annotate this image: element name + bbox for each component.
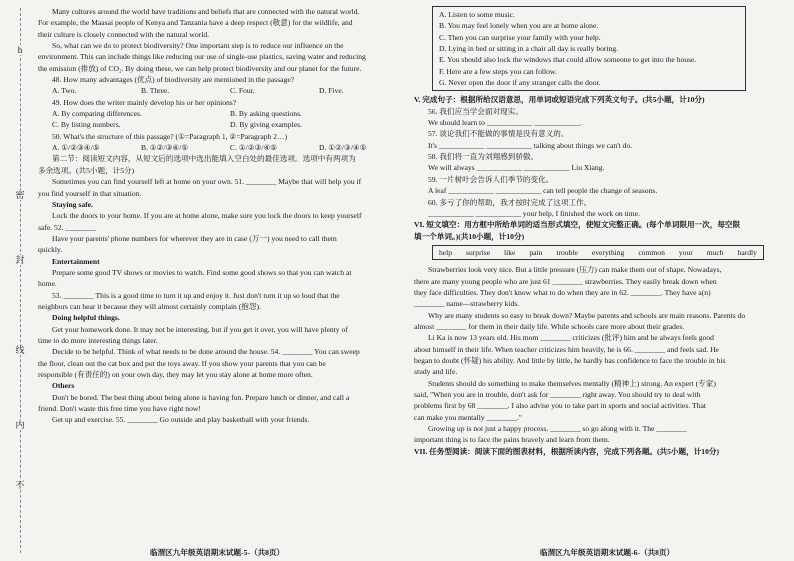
text-line: For example, the Maasai people of Kenya and Tanzania have a deep respect (敬意) for the wildlife, and bbox=[38, 18, 353, 28]
answer-options bbox=[38, 119, 394, 130]
text-line: they face difficulties. They don't know what to do when they are in 62. ________. They have a(n) bbox=[414, 287, 711, 297]
text-line: A leaf ____________ ____________ can tell people the change of seasons. bbox=[428, 186, 658, 196]
option-item: C. Then you can surprise your family with your help. bbox=[439, 32, 601, 42]
text-line: problems first by 68 ________. I also advise you to take part in sports and social activities. That bbox=[414, 401, 706, 411]
answer-option: D. ①②/③/④⑤ bbox=[319, 143, 367, 153]
text-line: responsible (有责任的) on your own day, they may let you stay alone at home more often. bbox=[38, 370, 313, 379]
option-item: A. Listen to some music. bbox=[439, 10, 515, 19]
text-line: 填一个单词。)(共10小题，计10分) bbox=[414, 231, 525, 241]
page-5-column bbox=[38, 6, 394, 426]
text-line: V. 完成句子：根据所给汉语意思，用单词或短语完成下列英文句子。(共5小题，计10分) bbox=[414, 95, 705, 105]
word-bank-item: your bbox=[678, 247, 693, 257]
text-line: 49. How does the writer mainly develop his or her opinions? bbox=[52, 97, 237, 107]
text-line: there are many young people who are just 61 ________ strawberries. They easily break down when bbox=[414, 276, 717, 286]
text-line: Li Ka is now 13 years old. His mom ________ criticizes (批评) him and he always feels good bbox=[428, 333, 714, 343]
text-line: Sometimes you can find yourself left at home on your own. 51. ________ Maybe that will help you if bbox=[52, 177, 362, 187]
text-line: Get up and exercise. 55. ________ Go outside and play basketball with your friends. bbox=[52, 415, 310, 425]
text-line: almost ________ for them in their daily life. While schools care more about their grades. bbox=[414, 321, 685, 331]
text-line: Growing up is not just a happy process. ________ so go along with it. The ________ bbox=[428, 424, 687, 434]
text-line: the floor, clean out the cat box and put the toys away. If you show your parents that you can be bbox=[38, 358, 326, 368]
text-line: 53. ________ This is a good time to turn it up and enjoy it. Just don't turn it up so loud that the bbox=[52, 290, 340, 300]
option-item: B. You may feel lonely when you are at home alone. bbox=[439, 21, 599, 31]
text-line: 多余选项。(共5小题，计5分) bbox=[38, 165, 135, 175]
text-line: 48. How many advantages (优点) of biodiversity are mentioned in the passage? bbox=[52, 75, 295, 85]
section-v-vi bbox=[414, 94, 784, 241]
text-line: their culture is closely connected with the natural world. bbox=[38, 29, 210, 39]
word-bank-item: everything bbox=[591, 247, 625, 257]
text-line: Strawberries look very nice. But a little pressure (压力) can make them out of shape. Nowadays, bbox=[428, 265, 722, 275]
answer-option: B. By asking questions. bbox=[230, 109, 302, 119]
answer-option: A. By comparing differences. bbox=[52, 109, 142, 119]
word-bank-item: help bbox=[439, 247, 453, 257]
binding-gutter bbox=[0, 0, 30, 561]
text-line: Have your parents' phone numbers for wherever they are in case (万一) you need to call them bbox=[52, 233, 337, 243]
page-5-footer: 临渭区九年级英语期末试题-5-（共8页） bbox=[150, 548, 285, 557]
gutter-mark: 封 bbox=[10, 255, 30, 265]
option-item: D. Lying in bed or sitting in a chair all day is really boring. bbox=[439, 44, 619, 54]
options-box bbox=[432, 6, 746, 91]
word-bank-item: trouble bbox=[556, 247, 578, 257]
text-line: 56. 我们应当学会面对现实。 bbox=[428, 106, 523, 116]
gutter-mark: 不 bbox=[10, 480, 30, 490]
text-line: Staying safe. bbox=[52, 199, 93, 209]
answer-options bbox=[38, 85, 394, 96]
text-line: about himself in their life. When teacher criticizes him heavily, he is 66. ________ and feels sad. He bbox=[414, 344, 719, 354]
page-6-column bbox=[414, 6, 784, 457]
answer-option: A. ①/②③④/⑤ bbox=[52, 143, 100, 153]
page-6-footer: 临渭区九年级英语期末试题-6-（共8页） bbox=[540, 548, 675, 557]
text-line: Students should do something to make themselves mentally (精神上) strong. An expert (专家) bbox=[428, 378, 716, 388]
text-line: neighbors can hear it because they will almost certainly complain (抱怨). bbox=[38, 301, 261, 311]
text-line: It's ____________ ____________ talking about things we can't do. bbox=[428, 140, 633, 150]
text-line: 58. 我们将一直为刘翔感到骄傲。 bbox=[428, 152, 539, 162]
text-line: 50. What's the structure of this passage? (①=Paragraph 1, ②=Paragraph 2…) bbox=[52, 131, 288, 141]
text-line: Entertainment bbox=[52, 256, 100, 266]
answer-option: C. Four. bbox=[230, 86, 255, 96]
word-bank-item: common bbox=[638, 247, 665, 257]
gutter-mark: 内 bbox=[10, 420, 30, 430]
answer-option: B. ①②/③④/⑤ bbox=[141, 143, 189, 153]
text-line: Others bbox=[52, 381, 75, 391]
word-bank-item: hardly bbox=[737, 247, 757, 257]
text-line: We will always ____________ ____________ Liu Xiang. bbox=[428, 163, 605, 173]
text-line: began to doubt (怀疑) his ability. And little by little, he hardly has confidence to face the trouble in his bbox=[414, 355, 726, 365]
word-bank-item: like bbox=[504, 247, 516, 257]
text-line: Why are many students so easy to break down? Maybe parents and schools are main reasons. Parents do bbox=[428, 310, 746, 320]
answer-option: D. By giving examples. bbox=[230, 120, 302, 130]
text-line: quickly. bbox=[38, 245, 63, 255]
gutter-mark: 线 bbox=[10, 345, 30, 355]
text-line: 第二节：阅读短文内容，从短文后的选项中选出能填入空白处的最佳选项。选项中有两项为 bbox=[52, 154, 356, 164]
text-line: VII. 任务型阅读：阅读下面的图表材料，根据所读内容，完成下列各题。(共5小题，计10分) bbox=[414, 446, 720, 456]
text-line: 57. 谈论我们不能做的事情是没有意义的。 bbox=[428, 129, 569, 139]
text-line: said, "When you are in trouble, don't ask for ________ right away. You should try to deal with bbox=[414, 390, 701, 399]
answer-option: C. ①/②③/④⑤ bbox=[230, 143, 278, 153]
strawberry-passage bbox=[414, 264, 784, 457]
answer-option: C. By listing numbers. bbox=[52, 120, 121, 130]
text-line: VI. 短文填空：用方框中所给单词的适当形式填空，使短文完整正确。(每个单词限用一次，每空限 bbox=[414, 220, 741, 230]
text-line: environment. This can include things like reducing our use of single-use plastics, saving water and reducing bbox=[38, 52, 366, 62]
text-line: study and life. bbox=[414, 367, 458, 377]
answer-option: A. Two. bbox=[52, 86, 77, 96]
text-line: home. bbox=[38, 279, 57, 289]
text-line: you find yourself in that situation. bbox=[38, 188, 142, 198]
text-line: the emission (排放) of CO₂. By doing these, we can help protect biodiversity and our planet for the future. bbox=[38, 63, 362, 73]
text-line: We should learn to ____________ ____________. bbox=[428, 118, 582, 128]
text-line: ____________ ____________ your help, I finished the work on time. bbox=[428, 208, 640, 218]
text-line: So, what can we do to protect biodiversity? One important step is to reduce our influence on the bbox=[52, 41, 344, 51]
text-line: can make you mentally ________." bbox=[414, 412, 522, 422]
gutter-mark: h bbox=[10, 45, 30, 55]
text-line: friend. Don't waste this free time you have right now! bbox=[38, 404, 201, 414]
word-bank-item: much bbox=[706, 247, 724, 257]
word-bank-item: surprise bbox=[466, 247, 491, 257]
text-line: Don't be bored. The best thing about being alone is having fun. Prepare lunch or dinner, and call a bbox=[52, 392, 350, 402]
text-line: important thing is to face the pains bravely and learn from them. bbox=[414, 435, 610, 445]
answer-options bbox=[38, 142, 394, 153]
word-bank-box bbox=[432, 245, 764, 260]
text-line: 60. 多亏了你的帮助，我才按时完成了这项工作。 bbox=[428, 197, 592, 207]
answer-option: B. Three. bbox=[141, 86, 170, 96]
text-line: Lock the doors to your home. If you are at home alone, make sure you lock the doors to keep yourself bbox=[52, 211, 362, 221]
gutter-mark: 密 bbox=[10, 190, 30, 200]
text-line: time to do more interesting things later. bbox=[38, 335, 158, 345]
text-line: Doing helpful things. bbox=[52, 313, 120, 323]
option-item: G. Never open the door if any stranger calls the door. bbox=[439, 78, 601, 88]
text-line: ________ name—strawberry kids. bbox=[414, 299, 520, 309]
word-bank-item: pain bbox=[529, 247, 543, 257]
answer-options bbox=[38, 108, 394, 119]
option-item: E. You should also lock the windows that could allow someone to get into the house. bbox=[439, 55, 697, 65]
text-line: Many cultures around the world have traditions and beliefs that are connected with the natural world. bbox=[52, 7, 360, 16]
text-line: Get your homework done. It may not be interesting, but if you get it over, you will have plenty of bbox=[52, 324, 348, 334]
text-line: 59. 一片树叶会告诉人们季节的变化。 bbox=[428, 174, 554, 184]
text-line: Prepare some good TV shows or movies to watch. Find some good shows so that you can watch at bbox=[52, 267, 352, 277]
option-item: F. Here are a few steps you can follow. bbox=[439, 66, 557, 76]
binding-line bbox=[20, 8, 21, 553]
text-line: safe. 52. ________ bbox=[38, 222, 96, 232]
answer-option: D. Five. bbox=[319, 86, 344, 96]
text-line: Decide to be helpful. Think of what needs to be done around the house. 54. ________ You can sweep bbox=[52, 347, 360, 357]
